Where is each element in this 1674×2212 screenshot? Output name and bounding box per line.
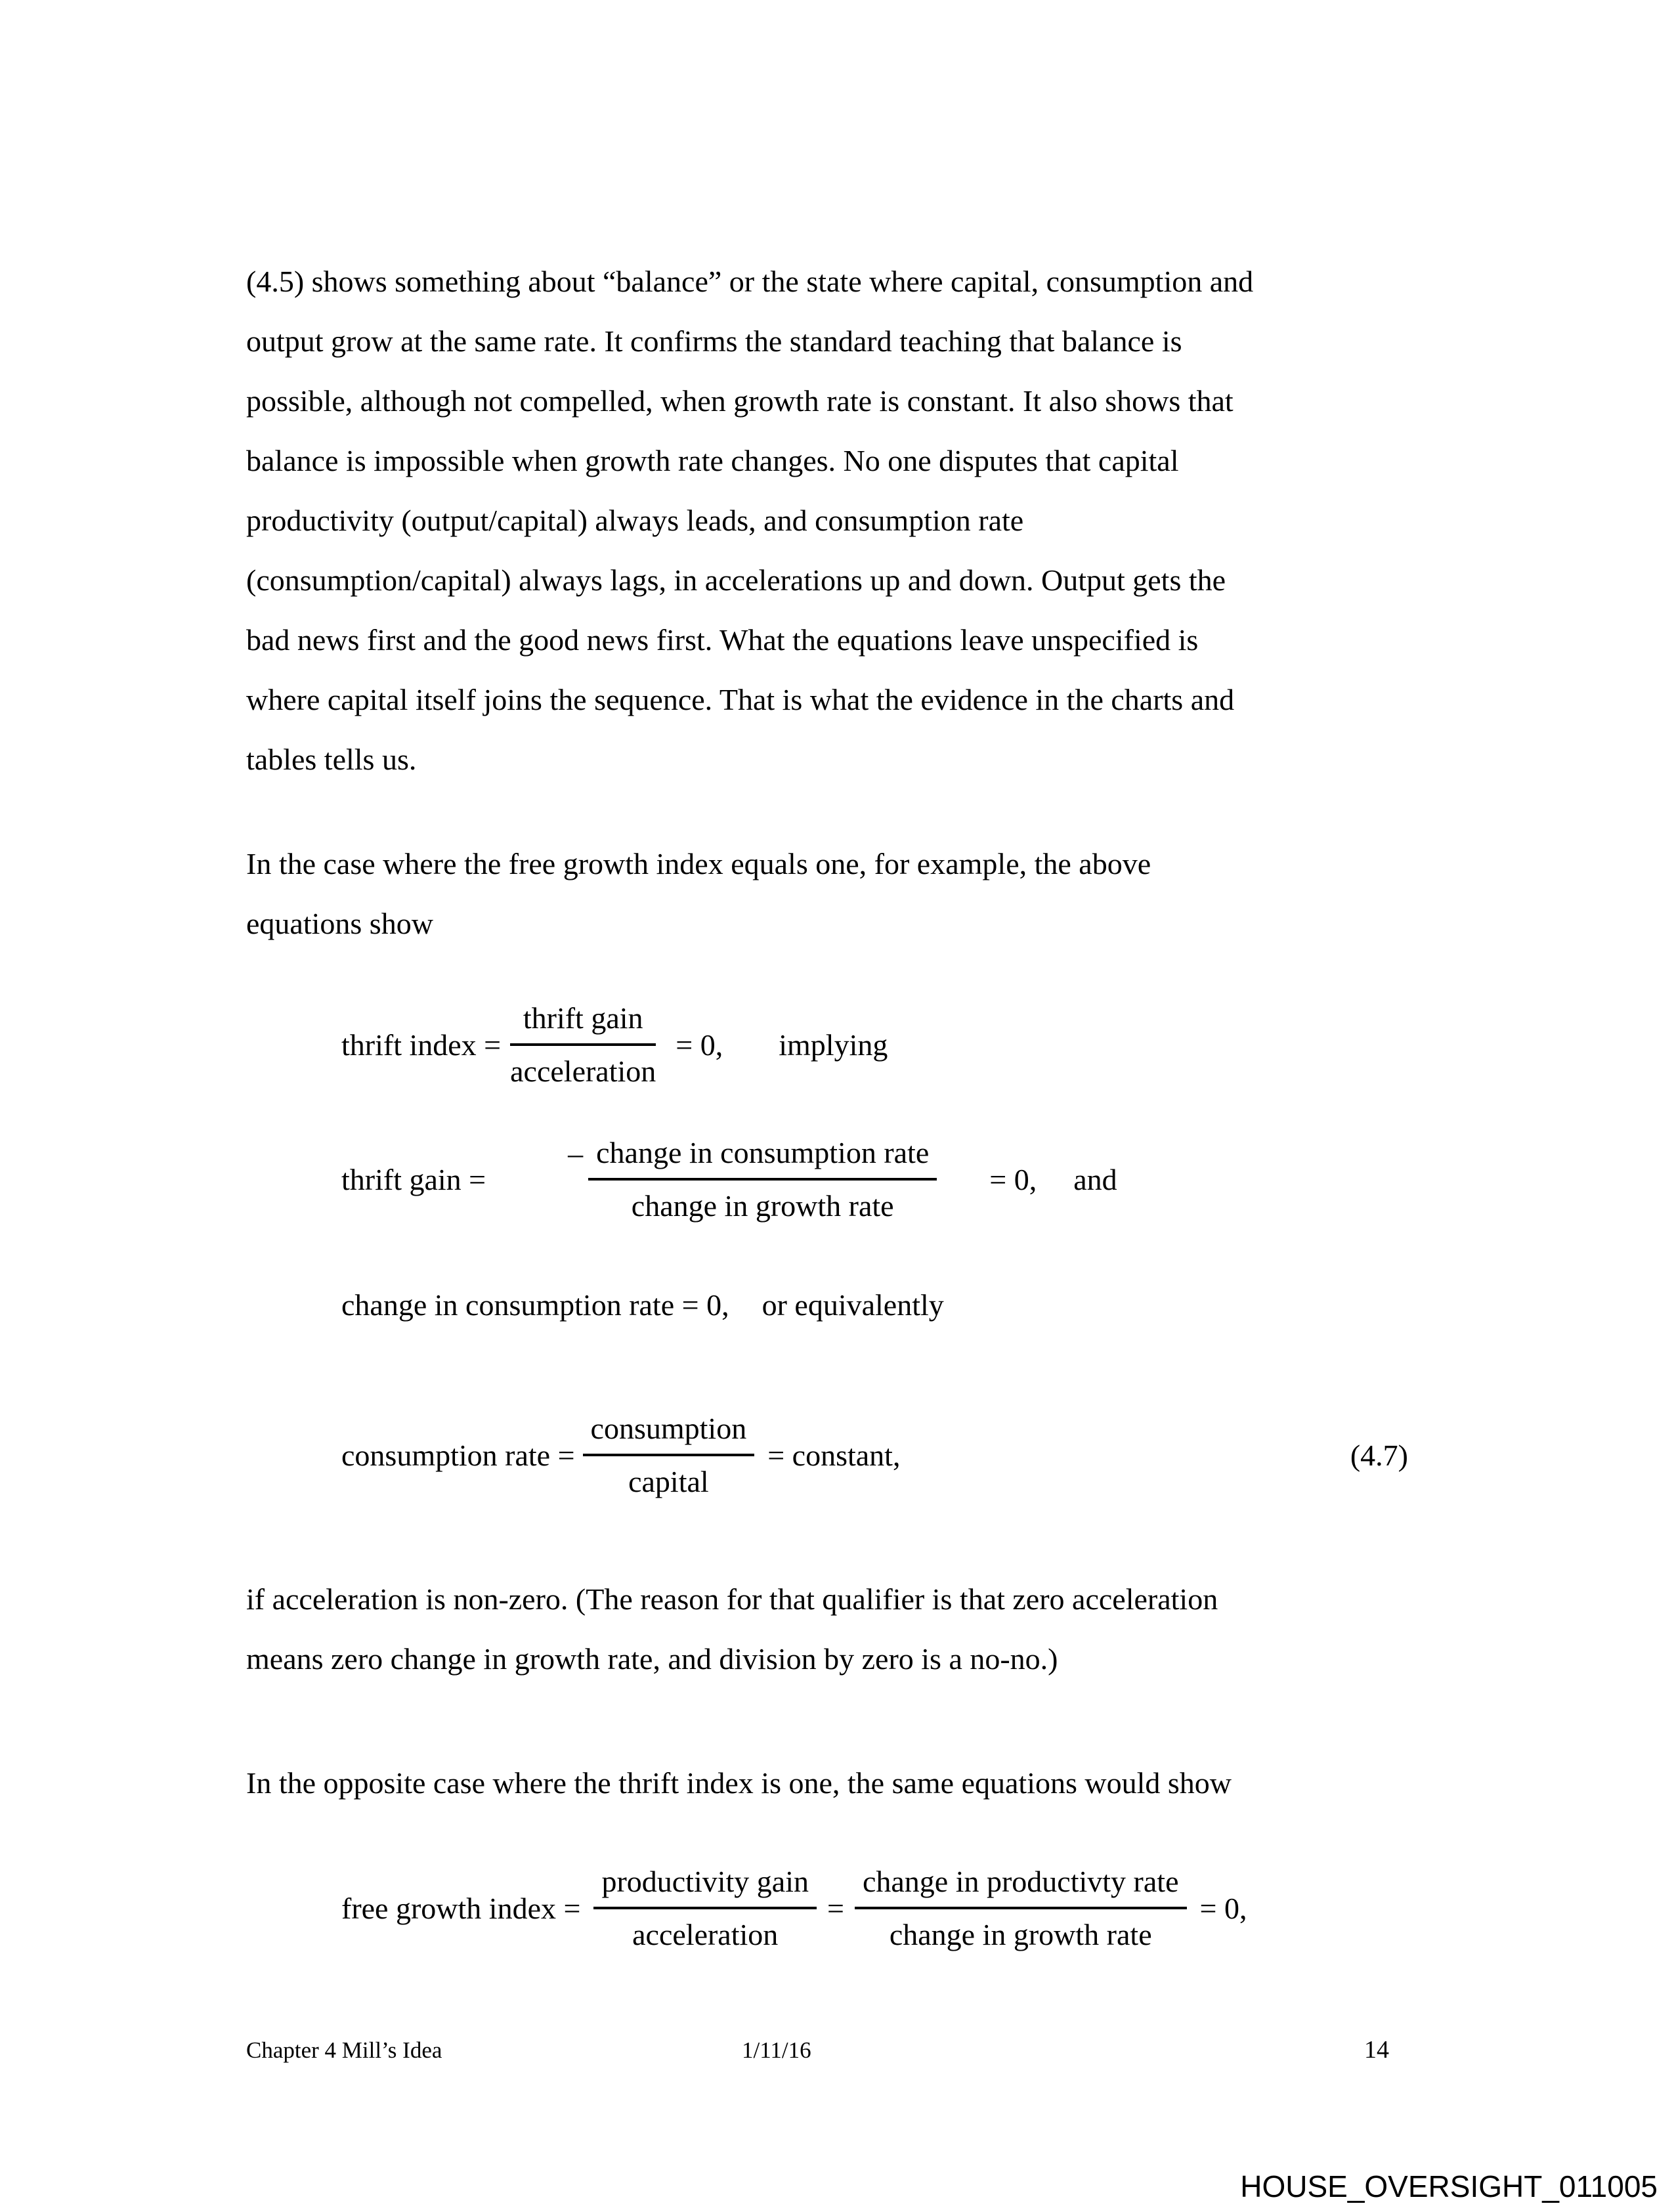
text-line: tables tells us.: [246, 743, 417, 776]
text-line: In the case where the free growth index equals one, for example, the above: [246, 847, 1151, 880]
equation-thrift-index: [341, 1001, 888, 1089]
text-line: means zero change in growth rate, and division by zero is a no-no.): [246, 1642, 1058, 1676]
equation-thrift-gain: [341, 1135, 1117, 1223]
footer-date: 1/11/16: [742, 2037, 811, 2063]
text-line: (4.5) shows something about “balance” or the state where capital, consumption and: [246, 265, 1254, 298]
paragraph-opposite-case: [246, 1753, 1480, 1813]
text-line: (consumption/capital) always lags, in accelerations up and down. Output gets the: [246, 563, 1226, 597]
fraction: [855, 1864, 1187, 1952]
fraction-denominator: acceleration: [632, 1918, 779, 1951]
fraction-numerator: productivity gain: [593, 1864, 817, 1909]
paragraph-free-growth-case: [246, 834, 1480, 953]
equation-lhs: thrift index =: [341, 1028, 502, 1062]
minus-sign: –: [568, 1136, 584, 1170]
text-line: balance is impossible when growth rate changes. No one disputes that capital: [246, 444, 1179, 477]
footer-chapter-title: Chapter 4 Mill’s Idea: [246, 2037, 442, 2063]
equation-rhs: = 0,: [1199, 1891, 1247, 1925]
fraction-numerator: consumption: [583, 1411, 755, 1456]
text-line: output grow at the same rate. It confirms the standard teaching that balance is: [246, 324, 1182, 358]
fraction-denominator: change in growth rate: [631, 1189, 894, 1223]
equation-change-consumption-rate: [341, 1288, 944, 1322]
equation-consumption-rate: [341, 1411, 1408, 1499]
equation-lhs: free growth index =: [341, 1891, 581, 1925]
equation-tail: implying: [779, 1028, 888, 1062]
fraction-numerator: thrift gain: [510, 1001, 656, 1046]
equation-number-label: (4.7): [1350, 1438, 1408, 1472]
equation-tail: and: [1073, 1162, 1117, 1196]
fraction: [583, 1411, 755, 1499]
equation-main: change in consumption rate = 0,: [341, 1288, 729, 1322]
fraction-denominator: acceleration: [510, 1054, 656, 1088]
equation-tail: or equivalently: [762, 1288, 944, 1322]
equation-free-growth-index: [341, 1864, 1247, 1952]
fraction-denominator: change in growth rate: [889, 1918, 1152, 1951]
equation-rhs: = 0,: [676, 1028, 723, 1062]
text-line: equations show: [246, 907, 433, 940]
paragraph-balance: [246, 251, 1480, 789]
paragraph-acceleration-qualifier: [246, 1569, 1480, 1689]
equation-lhs: consumption rate =: [341, 1438, 575, 1472]
text-line: if acceleration is non-zero. (The reason for that qualifier is that zero acceleration: [246, 1582, 1218, 1616]
text-line: In the opposite case where the thrift index is one, the same equations would show: [246, 1766, 1232, 1800]
equation-rhs: = 0,: [989, 1162, 1037, 1196]
footer-page-number: 14: [1364, 2036, 1389, 2064]
fraction: [510, 1001, 656, 1089]
fraction: [588, 1135, 937, 1223]
bates-stamp: HOUSE_OVERSIGHT_011005: [1240, 2169, 1658, 2203]
text-line: where capital itself joins the sequence. That is what the evidence in the charts and: [246, 683, 1235, 716]
text-line: possible, although not compelled, when growth rate is constant. It also shows that: [246, 384, 1234, 418]
fraction: [593, 1864, 817, 1952]
equation-lhs: thrift gain =: [341, 1162, 486, 1196]
fraction-numerator: change in productivty rate: [855, 1864, 1187, 1909]
equals-sign: =: [827, 1891, 844, 1925]
fraction-numerator: change in consumption rate: [588, 1135, 937, 1181]
text-line: productivity (output/capital) always leads, and consumption rate: [246, 504, 1024, 537]
equation-rhs: = constant,: [767, 1438, 901, 1472]
text-line: bad news first and the good news first. What the equations leave unspecified is: [246, 623, 1199, 657]
fraction-denominator: capital: [628, 1465, 709, 1498]
